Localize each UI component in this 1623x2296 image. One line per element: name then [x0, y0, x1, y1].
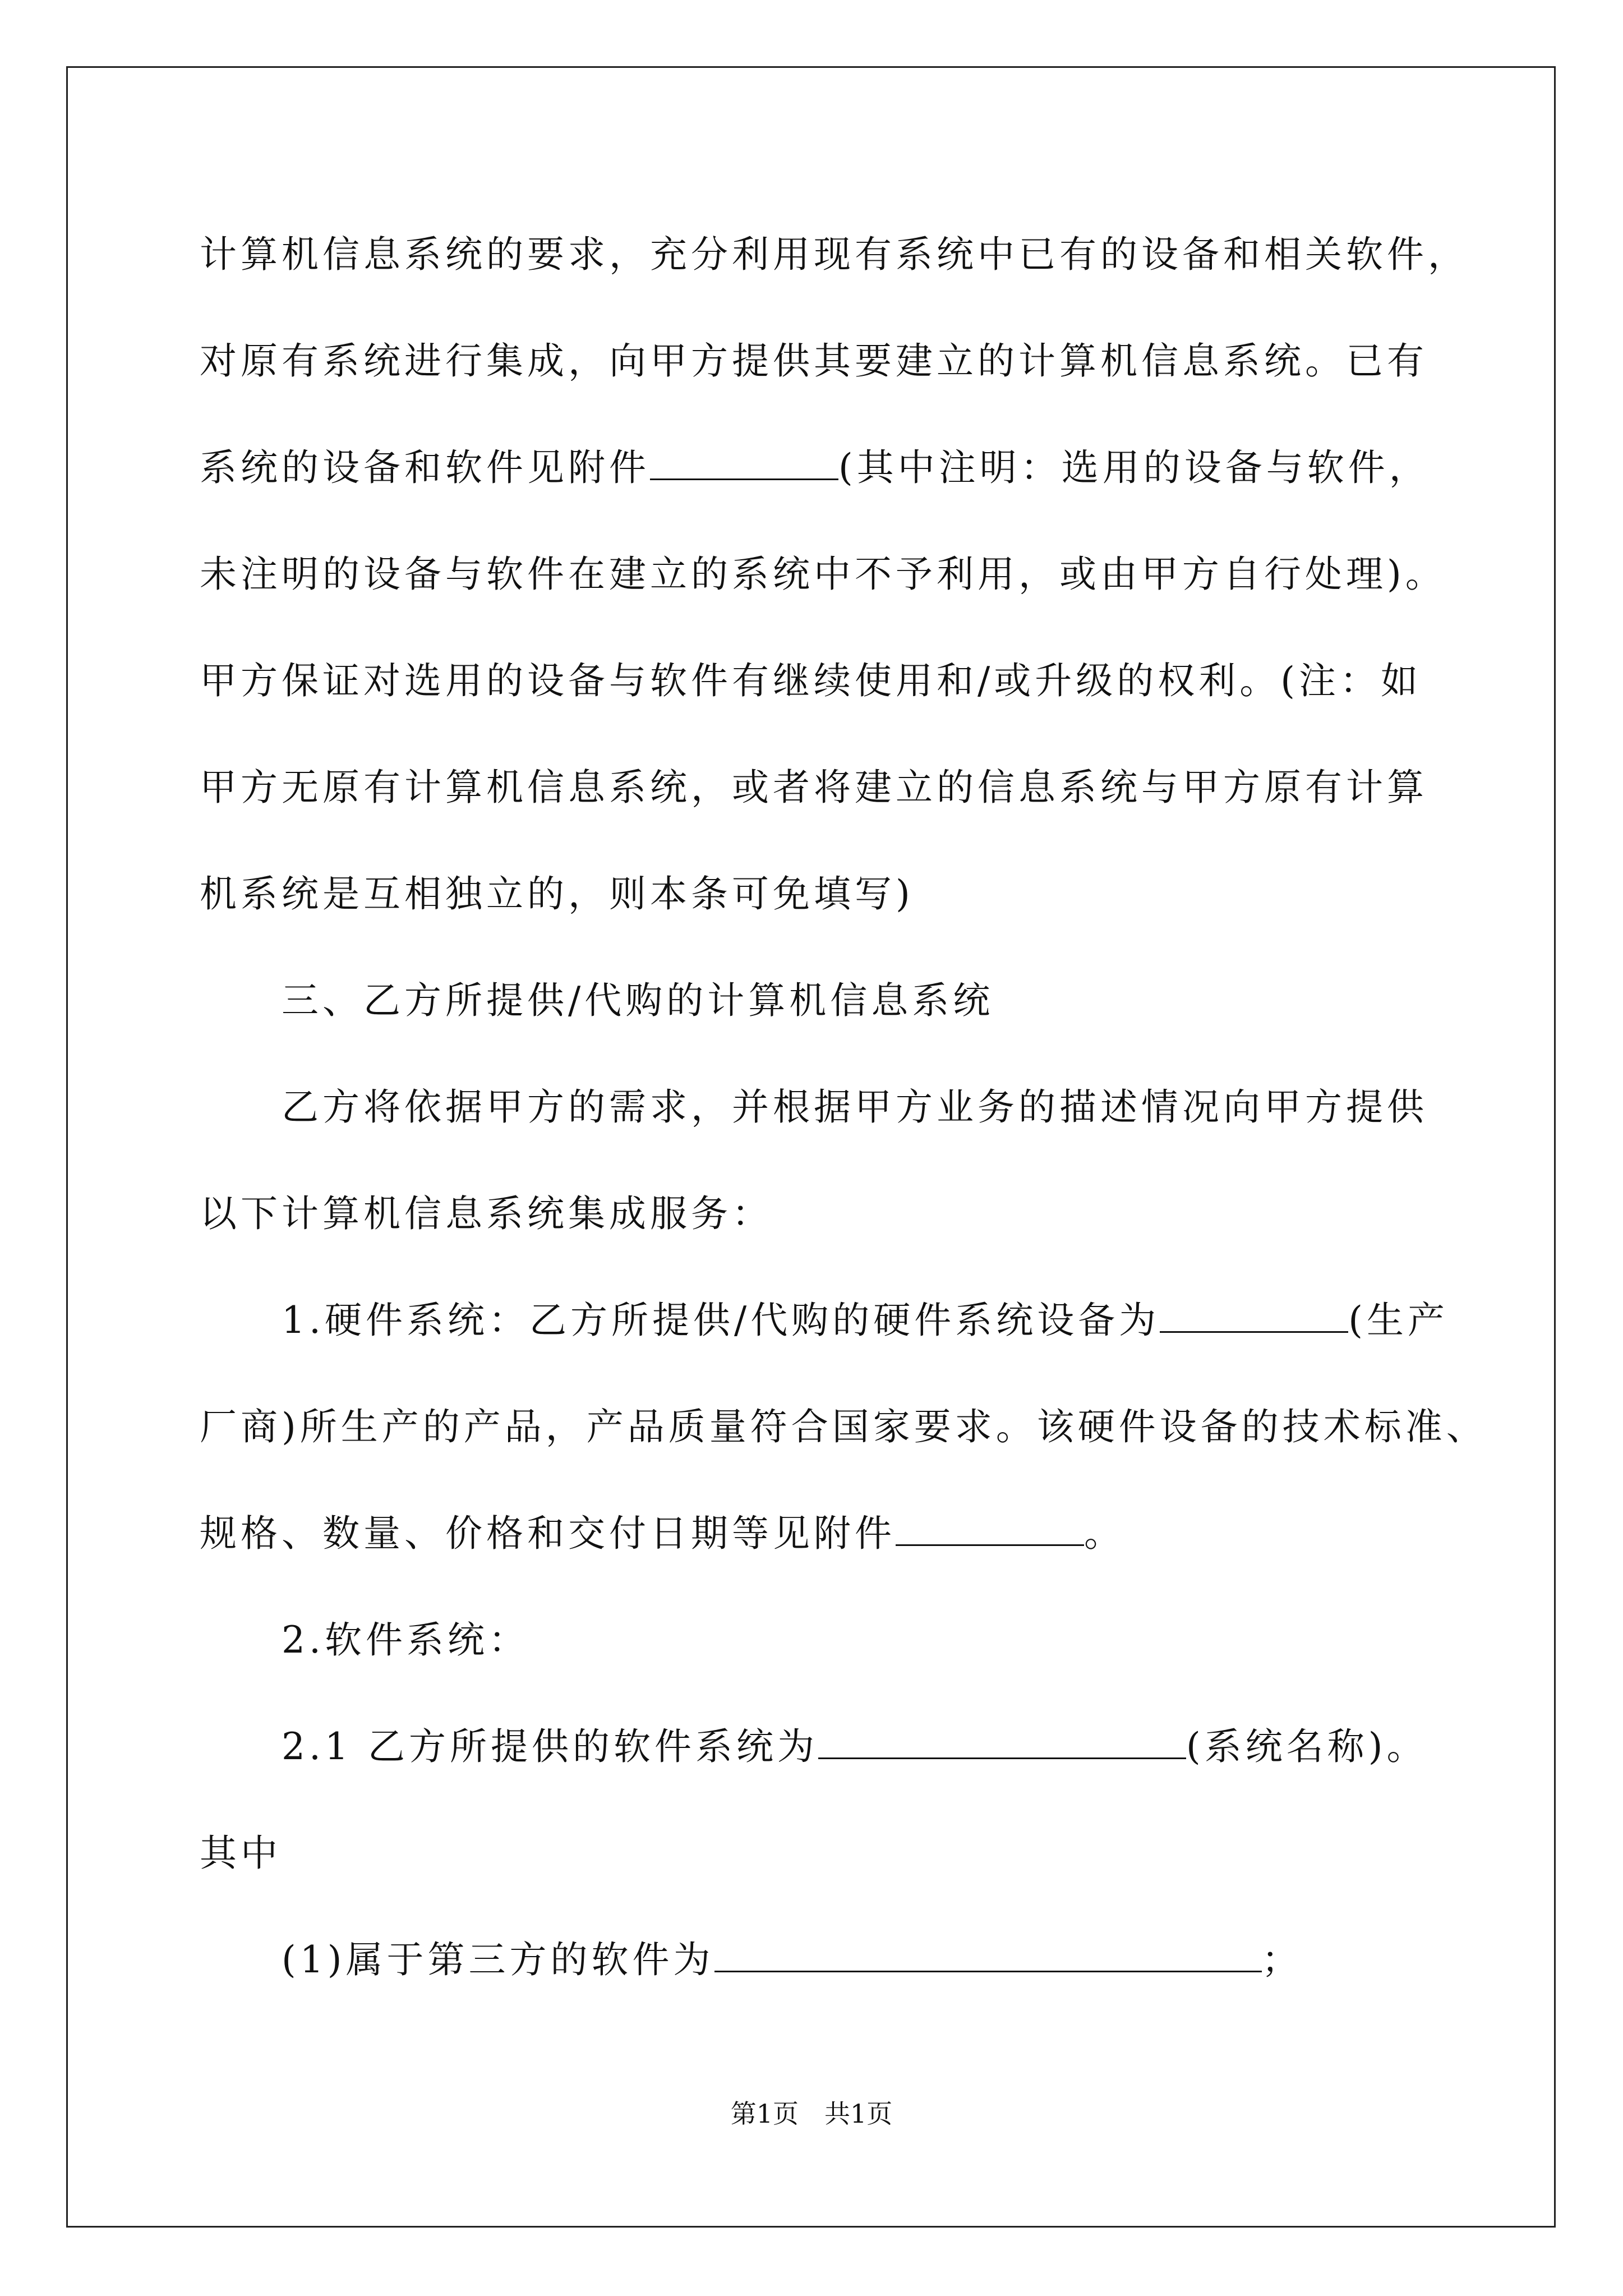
- text-line: 规格、数量、价格和交付日期等见附件 。: [200, 1512, 1125, 1555]
- text-line: 计算机信息系统的要求，充分利用现有系统中已有的设备和相关软件，: [200, 233, 1469, 276]
- text-line: 乙方将依据甲方的需求，并根据甲方业务的描述情况向甲方提供: [282, 1085, 1428, 1129]
- fill-in-blank[interactable]: [714, 1939, 1262, 1972]
- fill-in-blank[interactable]: [650, 447, 838, 480]
- text-line: 以下计算机信息系统集成服务：: [200, 1192, 773, 1235]
- text-line: 2.1 乙方所提供的软件系统为 (系统名称)。: [282, 1725, 1428, 1768]
- text-line: 系统的设备和软件见附件 (其中注明：选用的设备与软件，: [200, 446, 1430, 489]
- text-line: 未注明的设备与软件在建立的系统中不予利用，或由甲方自行处理)。: [200, 553, 1446, 596]
- text-line: 甲方保证对选用的设备与软件有继续使用和/或升级的权利。(注：如: [200, 659, 1422, 702]
- fill-in-blank[interactable]: [1160, 1300, 1348, 1333]
- page-footer: [0, 2097, 1623, 2131]
- text-line: 厂商)所生产的产品，产品质量符合国家要求。该硬件设备的技术标准、: [200, 1405, 1487, 1448]
- page-number: 第1页 共1页: [730, 2099, 893, 2129]
- text-line: 对原有系统进行集成，向甲方提供其要建立的计算机信息系统。已有: [200, 339, 1428, 383]
- text-line: 机系统是互相独立的，则本条可免填写): [200, 872, 914, 915]
- page-border: [66, 66, 1556, 2228]
- text-line: 1.硬件系统：乙方所提供/代购的硬件系统设备为 (生产: [282, 1299, 1449, 1342]
- text-line: (1)属于第三方的软件为 ；: [282, 1938, 1303, 1981]
- text-line: 2.软件系统：: [282, 1618, 529, 1662]
- fill-in-blank[interactable]: [818, 1726, 1186, 1759]
- section-heading: 三、乙方所提供/代购的计算机信息系统: [282, 979, 994, 1022]
- fill-in-blank[interactable]: [896, 1513, 1084, 1546]
- text-line: 甲方无原有计算机信息系统，或者将建立的信息系统与甲方原有计算: [200, 766, 1428, 809]
- text-line: 其中: [200, 1832, 282, 1875]
